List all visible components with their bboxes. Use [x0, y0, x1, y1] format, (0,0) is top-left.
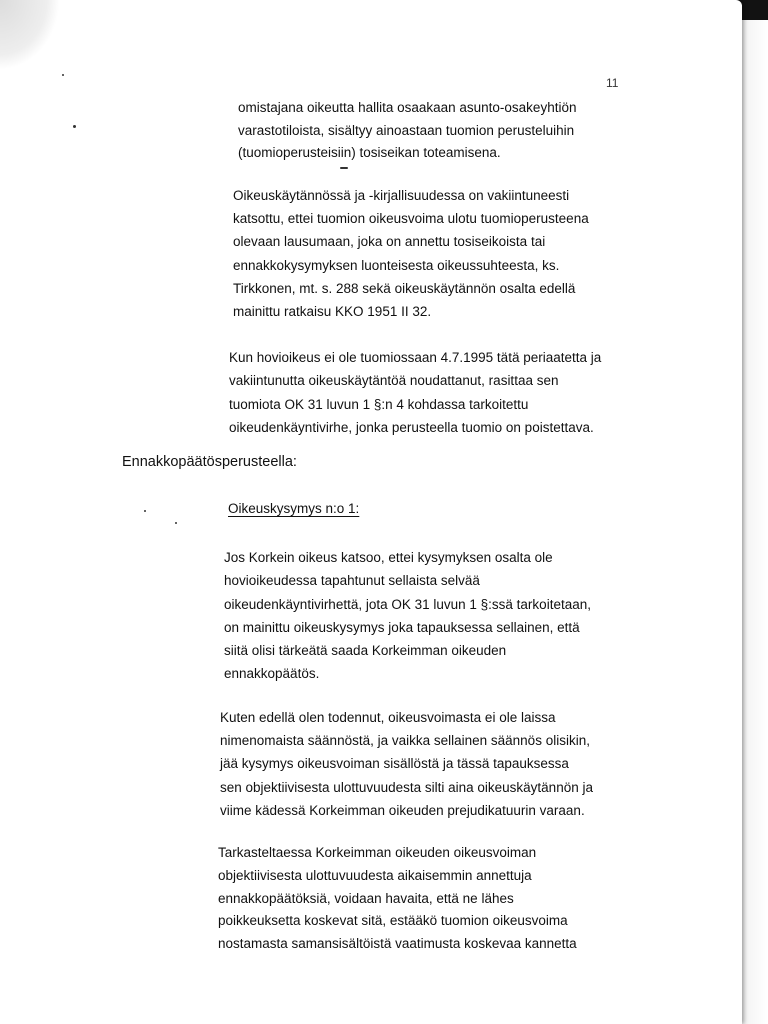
text-line: poikkeuksetta koskevat sitä, estääkö tuomion oikeusvoima [218, 913, 568, 929]
text-line: oikeudenkäyntivirhettä, jota OK 31 luvun 1 §:ssä tarkoitetaan, [224, 596, 591, 612]
text-line: varastotiloista, sisältyy ainoastaan tuomion perusteluihin [238, 122, 575, 138]
text-line: nostamasta samansisältöistä vaatimusta koskevaa kannetta [218, 936, 577, 952]
page-number: 11 [606, 76, 619, 90]
paragraph-4 [224, 546, 591, 686]
paragraph-1 [238, 97, 576, 165]
scan-speck [144, 510, 146, 512]
text-line: Tarkasteltaessa Korkeimman oikeuden oikeusvoiman [218, 845, 537, 860]
paragraph-5 [220, 706, 593, 822]
text-line: ennakkopäätös. [224, 666, 320, 682]
text-line: omistajana oikeutta hallita osaakaan asunto-osakeyhtiön [238, 100, 577, 115]
text-line: hovioikeudessa tapahtunut sellaista selvää [224, 573, 480, 589]
text-line: sen objektiivisesta ulottuvuudesta silti aina oikeuskäytännön ja [220, 779, 593, 795]
text-line: jää kysymys oikeusvoiman sisällöstä ja tässä tapauksessa [220, 756, 569, 772]
subsection-heading: Oikeuskysymys n:o 1: [228, 501, 360, 516]
text-line: Kun hovioikeus ei ole tuomiossaan 4.7.1995 tätä periaatetta ja [229, 350, 602, 365]
text-line: objektiivisesta ulottuvuudesta aikaisemmin annettuja [218, 867, 532, 883]
text-line: siitä olisi tärkeätä saada Korkeimman oikeuden [224, 643, 507, 659]
text-line: on mainittu oikeuskysymys joka tapauksessa sellainen, että [224, 619, 580, 635]
text-line: ennakkopäätöksiä, voidaan havaita, että ne lähes [218, 890, 514, 906]
text-line: oikeudenkäyntivirhe, jonka perusteella tuomio on poistettava. [229, 419, 594, 435]
scan-speck [175, 522, 177, 524]
scan-speck [62, 74, 64, 76]
text-line: ennakkokysymyksen luonteisesta oikeussuhteesta, ks. [233, 257, 560, 273]
text-line: tuomiota OK 31 luvun 1 §:n 4 kohdassa tarkoitettu [229, 396, 529, 412]
text-line: viime kädessä Korkeimman oikeuden prejudikatuurin varaan. [220, 802, 585, 818]
text-line: Kuten edellä olen todennut, oikeusvoimasta ei ole laissa [220, 710, 556, 725]
page-curl [0, 0, 60, 70]
paragraph-6 [218, 842, 577, 956]
text-line: Tirkkonen, mt. s. 288 sekä oikeuskäytännön osalta edellä [233, 280, 576, 296]
section-heading: Ennakkopäätösperusteella: [122, 454, 297, 470]
scan-speck [73, 125, 76, 128]
scan-speck [340, 167, 348, 169]
text-line: mainittu ratkaisu KKO 1951 II 32. [233, 304, 432, 320]
text-line: katsottu, ettei tuomion oikeusvoima ulotu tuomioperusteena [233, 211, 589, 227]
paragraph-2 [233, 184, 589, 323]
text-line: (tuomioperusteisiin) tosiseikan toteamisena. [238, 145, 501, 160]
text-line: Jos Korkein oikeus katsoo, ettei kysymyksen osalta ole [224, 550, 553, 565]
text-line: olevaan lausumaan, joka on annettu tosiseikoista tai [233, 234, 546, 250]
text-line: nimenomaista säännöstä, ja vaikka sellainen säännös olisikin, [220, 733, 590, 749]
text-line: Oikeuskäytännössä ja -kirjallisuudessa on vakiintuneesti [233, 188, 570, 203]
paragraph-3 [229, 346, 601, 439]
text-line: vakiintunutta oikeuskäytäntöä noudattanut, rasittaa sen [229, 373, 559, 389]
